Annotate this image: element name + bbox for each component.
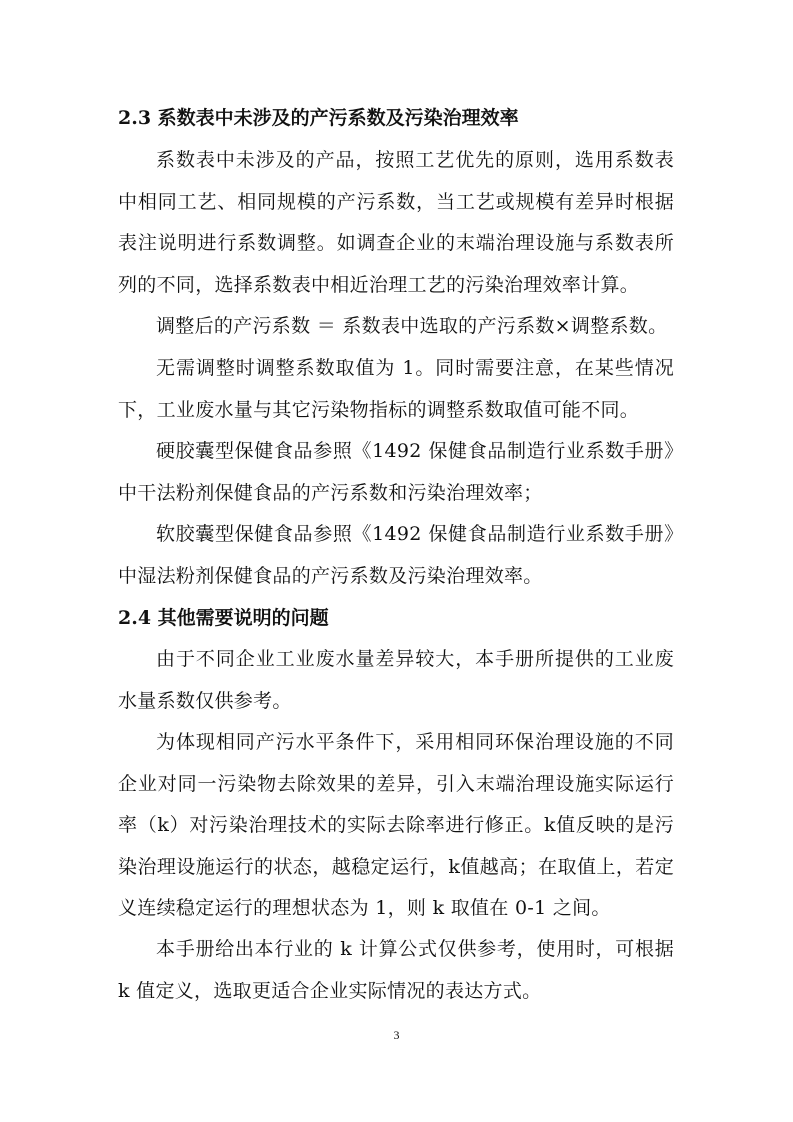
paragraph: 本手册给出本行业的 k 计算公式仅供参考，使用时，可根据 k 值定义，选取更适合企业实际情况的表达方式。: [118, 938, 674, 1002]
paragraph: 由于不同企业工业废水量差异较大，本手册所提供的工业废水量系数仅供参考。: [118, 648, 674, 712]
paragraph: 硬胶囊型保健食品参照《1492 保健食品制造行业系数手册》中干法粉剂保健食品的产污系数和污染治理效率；: [118, 440, 674, 504]
paragraph: 调整后的产污系数 ＝ 系数表中选取的产污系数×调整系数。: [156, 315, 668, 337]
paragraph: 无需调整时调整系数取值为 1。同时需要注意，在某些情况下，工业废水量与其它污染物指标的调整系数取值可能不同。: [118, 357, 674, 421]
page-number: 3: [393, 1028, 400, 1042]
paragraph: 系数表中未涉及的产品，按照工艺优先的原则，选用系数表中相同工艺、相同规模的产污系数，当工艺或规模有差异时根据表注说明进行系数调整。如调查企业的末端治理设施与系数表所列的不同，选择系数表中相近治理工艺的污染治理效率计算。: [118, 149, 674, 296]
paragraph: 为体现相同产污水平条件下，采用相同环保治理设施的不同企业对同一污染物去除效果的差异，引入末端治理设施实际运行率（k）对污染治理技术的实际去除率进行修正。k值反映的是污染治理设施运行的状态，越稳定运行，k值越高；在取值上，若定义连续稳定运行的理想状态为 1，则 k 取值在 0-1 之间。: [118, 731, 674, 919]
section-heading-2-3: 2.3 系数表中未涉及的产污系数及污染治理效率: [118, 107, 519, 129]
section-heading-2-4: 2.4 其他需要说明的问题: [118, 607, 329, 629]
paragraph: 软胶囊型保健食品参照《1492 保健食品制造行业系数手册》中湿法粉剂保健食品的产污系数及污染治理效率。: [118, 523, 674, 587]
